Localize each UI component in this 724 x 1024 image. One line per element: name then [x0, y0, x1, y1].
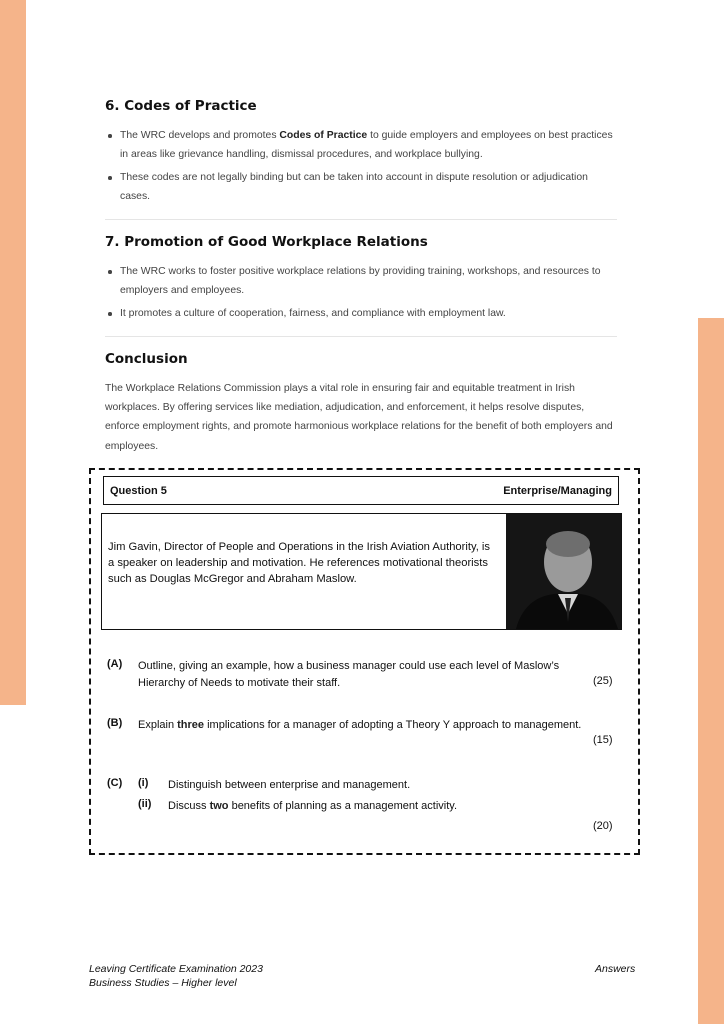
conclusion-text: The Workplace Relations Commission plays a vital role in ensuring fair and equitable treatment in Irish workplaces. By offering services like mediation, adjudication, and enforcement, it helps resolve disputes, enforce employment rights, and promote harmonious workplace relations for the benefit of both employers and employees. — [105, 383, 613, 452]
section-6-list — [105, 126, 617, 206]
part-ci-label: (i) — [138, 777, 149, 789]
portrait-image — [506, 514, 621, 629]
bullet-text: to guide employers and employees on best practices in areas like grievance handling, dismissal procedures, and workplace bullying. — [120, 130, 613, 160]
part-b-text-start: Explain — [138, 719, 178, 731]
question-title: Question 5 — [110, 484, 167, 497]
bullet-bold-text: Codes of Practice — [279, 130, 368, 141]
section-7-heading: 7. Promotion of Good Workplace Relations — [105, 234, 428, 250]
question-header — [103, 476, 619, 505]
part-c-label: (C) — [107, 777, 123, 789]
part-a-text: Outline, giving an example, how a business manager could use each level of Maslow’s Hierarchy of Needs to motivate their staff. — [138, 660, 560, 689]
list-item — [120, 126, 617, 164]
bullet-text: The WRC develops and promotes — [120, 130, 280, 141]
case-study-text: Jim Gavin, Director of People and Operations in the Irish Aviation Authority, is a speaker on leadership and motivation. He references motivational theorists such as Douglas McGregor and Abraham Maslow. — [108, 541, 491, 585]
footer-exam-title: Leaving Certificate Examination 2023 — [89, 963, 263, 975]
part-b-bold: three — [177, 719, 205, 731]
footer-subject: Business Studies – Higher level — [89, 977, 237, 989]
speaker-portrait — [506, 514, 621, 629]
part-cii-bold: two — [209, 800, 229, 812]
list-item: It promotes a culture of cooperation, fairness, and compliance with employment law. — [120, 304, 617, 323]
case-study-box — [101, 513, 622, 630]
section-7-list — [105, 262, 617, 323]
list-item: These codes are not legally binding but can be taken into account in dispute resolution or adjudication cases. — [120, 168, 617, 206]
footer-answers-label: Answers — [595, 963, 636, 975]
part-c-marks: (20) — [593, 820, 613, 832]
part-ci-text: Distinguish between enterprise and management. — [168, 779, 411, 791]
divider — [105, 336, 617, 337]
footer-left — [89, 962, 263, 990]
exam-question-box — [89, 468, 640, 855]
question-topic: Enterprise/Managing — [503, 484, 612, 497]
part-a-marks: (25) — [593, 675, 613, 687]
list-item: The WRC works to foster positive workplace relations by providing training, workshops, and resources to employers and employees. — [120, 262, 617, 300]
section-6-heading: 6. Codes of Practice — [105, 98, 257, 114]
part-b-text-end: implications for a manager of adopting a Theory Y approach to management. — [204, 719, 582, 731]
part-b-label: (B) — [107, 717, 123, 729]
part-b-text — [138, 717, 618, 734]
left-accent-bar — [0, 0, 26, 705]
conclusion-heading: Conclusion — [105, 351, 188, 367]
part-b-marks: (15) — [593, 734, 613, 746]
part-cii-text-end: benefits of planning as a management activity. — [228, 800, 458, 812]
divider — [105, 219, 617, 220]
part-cii-text-start: Discuss — [168, 800, 210, 812]
right-accent-bar — [698, 318, 724, 1024]
answer-content — [105, 96, 617, 456]
part-a-label: (A) — [107, 658, 123, 670]
part-cii-text — [168, 798, 457, 815]
part-cii-label: (ii) — [138, 798, 152, 810]
